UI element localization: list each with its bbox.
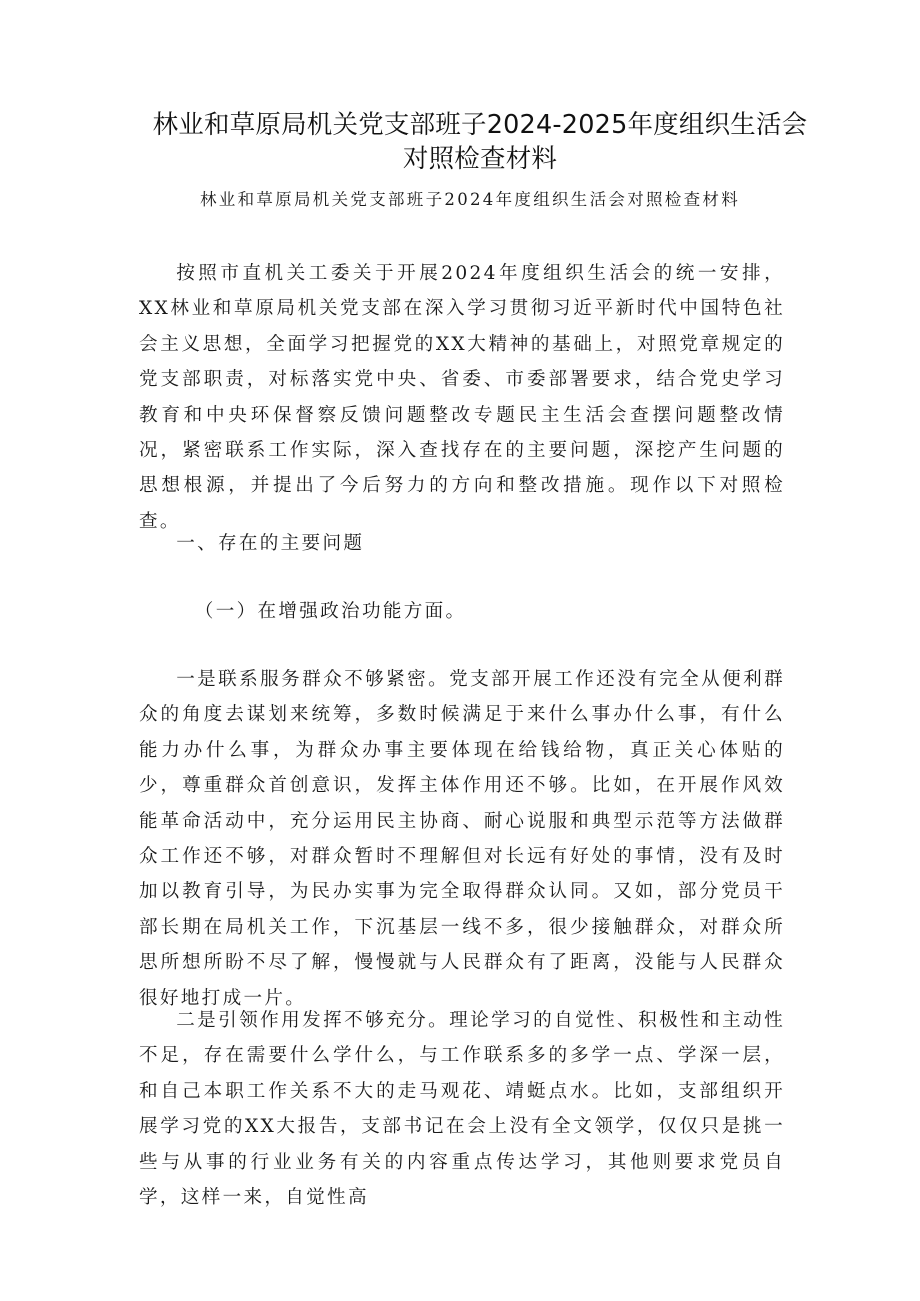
paragraph-contact-masses: 一是联系服务群众不够紧密。党支部开展工作还没有完全从便利群众的角度去谋划来统筹，多数时候满足于来什么事办什么事，有什么能力办什么事，为群众办事主要体现在给钱给物，真正关心体贴的少，尊重群众首创意识，发挥主体作用还不够。比如，在开展作风效能革命活动中，充分运用民主协商、耐心说服和典型示范等方法做群众工作还不够，对群众暂时不理解但对长远有好处的事情，没有及时加以教育引导，为民办实事为完全取得群众认同。又如，部分党员干部长期在局机关工作，下沉基层一线不多，很少接触群众，对群众所思所想所盼不尽了解，慢慢就与人民群众有了距离，没能与人民群众很好地打成一片。 [139, 669, 785, 1009]
document-subtitle: 林业和草原局机关党支部班子2024年度组织生活会对照检查材料 [200, 190, 740, 209]
paragraph-leading-role: 二是引领作用发挥不够充分。理论学习的自觉性、积极性和主动性不足，存在需要什么学什么，与工作联系多的多学一点、学深一层，和自己本职工作关系不大的走马观花、靖蜓点水。比如，支部组织开展学习党的XX大报告，支部书记在会上没有全文领学，仅仅只是挑一些与从事的行业业务有关的内容重点传达学习，其他则要求党员自学，这样一来，自觉性高 [139, 1010, 785, 1209]
intro-paragraph: 按照市直机关工委关于开展2024年度组织生活会的统一安排，XX林业和草原局机关党支部在深入学习贯彻习近平新时代中国特色社会主义思想，全面学习把握党的XX大精神的基础上，对照党章规定的党支部职责，对标落实党中央、省委、市委部署要求，结合党史学习教育和中央环保督察反馈问题整改专题民主生活会查摆问题整改情况，紧密联系工作实际，深入查找存在的主要问题，深挖产生问题的思想根源，并提出了今后努力的方向和整改措施。现作以下对照检查。 [139, 263, 785, 532]
document-title: 林业和草原局机关党支部班子2024-2025年度组织生活会对照检查材料 [152, 110, 808, 174]
subsection-heading: （一）在增强政治功能方面。 [194, 601, 467, 622]
section-heading: 一、存在的主要问题 [176, 533, 365, 554]
